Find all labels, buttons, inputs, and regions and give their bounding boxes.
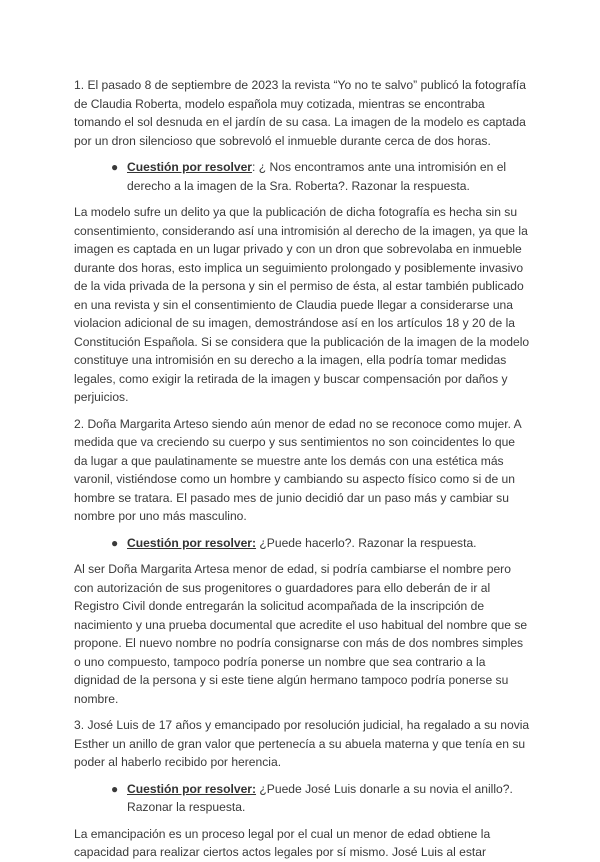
question-text: : ¿ Nos encontramos ante una intromisión en el derecho a la imagen de la Sra. Roberta?. Razonar la respuesta. [127, 160, 507, 193]
section-1-answer: La modelo sufre un delito ya que la publicación de dicha fotografía es hecha sin su consentimiento, considerando así una intromisión al derecho de la imagen, ya que la imagen es captada en un lugar privado y con un dron que sobrevolaba en inmueble durante dos horas, esto implica un seguimiento prolongado y posiblemente invasivo de la vida privada de la persona y sin el permiso de ésta, al estar también publicado en una revista y sin el consentimiento de Claudia puede llegar a considerarse una violacion adicional de su imagen, demostrándose así en los artículos 18 y 20 de la Constitución Española. Si se considera que la publicación de la imagen de la modelo constituye una intromisión en su derecho a la imagen, ella podría tomar medidas legales, como exigir la retirada de la imagen y buscar compensación por daños y perjuicios. [74, 205, 530, 404]
question-label: Cuestión por resolver: [127, 781, 257, 796]
bullet-icon: ● [111, 535, 119, 550]
question-label: Cuestión por resolver [127, 160, 253, 174]
question-label: Cuestión por resolver: [127, 535, 257, 550]
question-text: ¿Puede José Luis donarle a su novia el anillo?. Razonar la respuesta. [127, 781, 513, 814]
document-body [74, 76, 530, 862]
section-2-intro: 2. Doña Margarita Arteso siendo aún menor de edad no se reconoce como mujer. A medida que va creciendo su cuerpo y sus sentimientos no son coincidentes lo que da lugar a que paulatinamente se muestre ante los demás con una estética más varonil, vistiéndose como un hombre y cambiando su aspecto físico como si de un hombre se tratara. El pasado mes de junio decidió dar un paso más y cambiar su nombre por uno más masculino. [74, 416, 522, 523]
section-1-intro: 1. El pasado 8 de septiembre de 2023 la revista “Yo no te salvo” publicó la fotografía de Claudia Roberta, modelo española muy cotizada, mientras se encontraba tomando el sol desnuda en el jardín de su casa. La imagen de la modelo es captada por un dron silencioso que sobrevoló el inmueble durante cerca de dos horas. [74, 78, 527, 148]
bullet-icon: ● [111, 781, 119, 796]
section-2-question [74, 534, 530, 553]
question-text: ¿Puede hacerlo?. Razonar la respuesta. [256, 535, 477, 550]
section-3-intro: 3. José Luis de 17 años y emancipado por resolución judicial, ha regalado a su novia Esther un anillo de gran valor que pertenecía a su abuela materna y que tenía en su poder al haberlo recibido por herencia. [74, 718, 530, 769]
section-3-question [74, 780, 530, 817]
section-2-answer: Al ser Doña Margarita Artesa menor de edad, si podría cambiarse el nombre pero con autorización de sus progenitores o guardadores para ello deberán de ir al Registro Civil donde entregarán la solicitud acompañada de la inscripción de nacimiento y una prueba documental que acredite el uso habitual del nombre que se propone. El nuevo nombre no podría consignarse con más de dos nombres simples o uno compuesto, tampoco podría ponerse un nombre que sea contrario a la dignidad de la persona y si este tiene algún hermano tampoco podría ponerse su nombre. [74, 562, 528, 706]
section-3-answer: La emancipación es un proceso legal por el cual un menor de edad obtiene la capacidad para realizar ciertos actos legales por sí mismo. José Luis al estar [74, 826, 491, 859]
bullet-icon: ● [111, 160, 119, 174]
section-1-question [74, 158, 530, 195]
